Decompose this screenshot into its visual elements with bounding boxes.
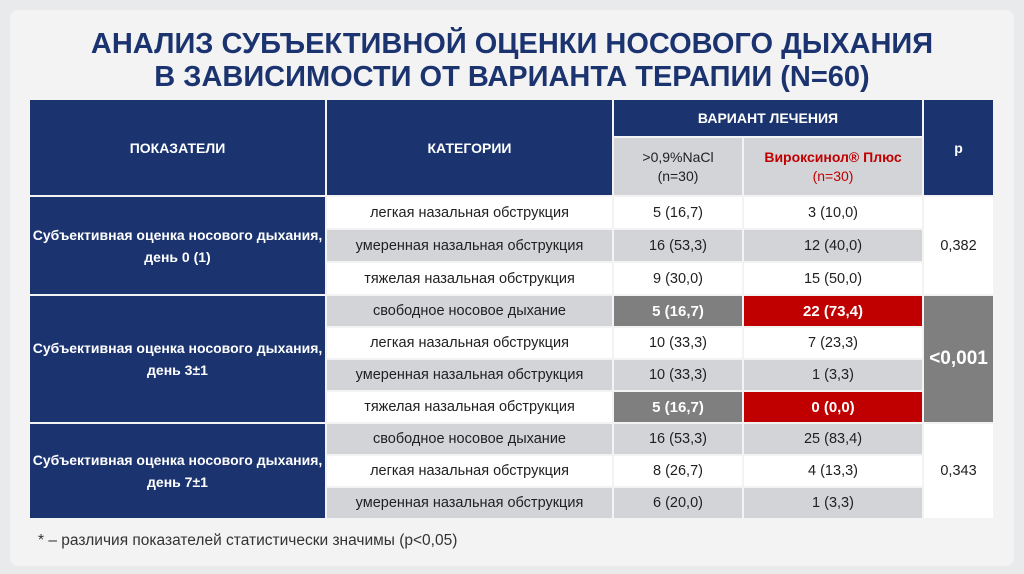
category-cell: тяжелая назальная обструкция — [326, 262, 613, 295]
category-cell: легкая назальная обструкция — [326, 327, 613, 359]
section-label-day3: Субъективная оценка носового дыхания, день 3±1 — [29, 295, 326, 423]
arm-nacl-value: 16 (53,3) — [613, 229, 743, 262]
arm-viroksinol-value: 4 (13,3) — [743, 455, 923, 487]
title-line-2: В ЗАВИСИМОСТИ ОТ ВАРИАНТА ТЕРАПИИ (N=60) — [154, 61, 870, 93]
arm-nacl-n: (n=30) — [657, 167, 699, 184]
results-table — [28, 98, 995, 520]
header-indicators: ПОКАЗАТЕЛИ — [29, 99, 326, 196]
arm-viroksinol-value-highlight: 22 (73,4) — [743, 295, 923, 327]
arm-nacl-value: 8 (26,7) — [613, 455, 743, 487]
table-row — [29, 295, 994, 327]
header-arm-nacl — [613, 137, 743, 196]
table-row — [29, 196, 994, 229]
header-categories: КАТЕГОРИИ — [326, 99, 613, 196]
title-line-1: АНАЛИЗ СУБЪЕКТИВНОЙ ОЦЕНКИ НОСОВОГО ДЫХАНИЯ — [90, 28, 934, 60]
category-cell: умеренная назальная обструкция — [326, 487, 613, 519]
header-treatment: ВАРИАНТ ЛЕЧЕНИЯ — [613, 99, 923, 137]
p-value-day3-significant: <0,001 — [923, 295, 994, 423]
header-p: р — [923, 99, 994, 196]
table-row — [29, 423, 994, 455]
arm-viroksinol-n: (n=30) — [812, 167, 854, 184]
p-value-day7: 0,343 — [923, 423, 994, 519]
arm-viroksinol-value-highlight: 0 (0,0) — [743, 391, 923, 423]
footnote: * – различия показателей статистически значимы (р<0,05) — [38, 532, 458, 549]
arm-nacl-value: 9 (30,0) — [613, 262, 743, 295]
arm-nacl-value: 5 (16,7) — [613, 196, 743, 229]
arm-viroksinol-name: Вироксинол® Плюс — [764, 148, 902, 165]
category-cell: тяжелая назальная обструкция — [326, 391, 613, 423]
arm-viroksinol-value: 12 (40,0) — [743, 229, 923, 262]
category-cell: умеренная назальная обструкция — [326, 229, 613, 262]
section-label-day7: Субъективная оценка носового дыхания, день 7±1 — [29, 423, 326, 519]
category-cell: умеренная назальная обструкция — [326, 359, 613, 391]
category-cell: свободное носовое дыхание — [326, 423, 613, 455]
category-cell: свободное носовое дыхание — [326, 295, 613, 327]
arm-nacl-value: 10 (33,3) — [613, 359, 743, 391]
category-cell: легкая назальная обструкция — [326, 196, 613, 229]
arm-nacl-value-highlight: 5 (16,7) — [613, 295, 743, 327]
arm-nacl-name: >0,9%NaCl — [642, 148, 714, 165]
arm-viroksinol-value: 25 (83,4) — [743, 423, 923, 455]
arm-viroksinol-value: 1 (3,3) — [743, 359, 923, 391]
arm-nacl-value: 16 (53,3) — [613, 423, 743, 455]
section-label-day0: Субъективная оценка носового дыхания, день 0 (1) — [29, 196, 326, 295]
arm-nacl-value-highlight: 5 (16,7) — [613, 391, 743, 423]
arm-nacl-value: 10 (33,3) — [613, 327, 743, 359]
arm-viroksinol-value: 3 (10,0) — [743, 196, 923, 229]
arm-viroksinol-value: 15 (50,0) — [743, 262, 923, 295]
category-cell: легкая назальная обструкция — [326, 455, 613, 487]
header-arm-viroksinol — [743, 137, 923, 196]
header-row-1 — [29, 99, 994, 137]
arm-viroksinol-value: 7 (23,3) — [743, 327, 923, 359]
arm-nacl-value: 6 (20,0) — [613, 487, 743, 519]
arm-viroksinol-value: 1 (3,3) — [743, 487, 923, 519]
slide-title — [10, 28, 1014, 94]
p-value-day0: 0,382 — [923, 196, 994, 295]
